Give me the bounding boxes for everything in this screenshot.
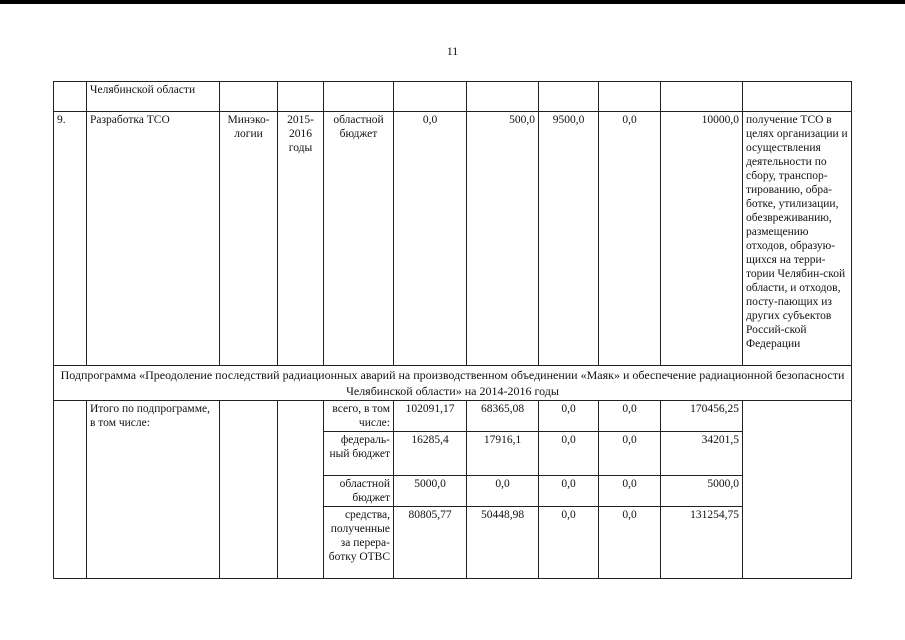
totals-source: всего, в том числе: bbox=[324, 401, 394, 432]
totals-name: Итого по подпрограмме, в том числе: bbox=[87, 401, 220, 579]
totals-row-all bbox=[54, 401, 852, 432]
totals-value-2015: 68365,08 bbox=[467, 401, 539, 432]
totals-value-extra: 0,0 bbox=[599, 476, 661, 507]
row-value-2016: 9500,0 bbox=[539, 112, 599, 366]
totals-value-total: 34201,5 bbox=[661, 432, 743, 476]
row-value-extra: 0,0 bbox=[599, 112, 661, 366]
row-executor: Минэко-логии bbox=[220, 112, 278, 366]
totals-value-2015: 0,0 bbox=[467, 476, 539, 507]
totals-value-total: 131254,75 bbox=[661, 507, 743, 579]
totals-value-total: 170456,25 bbox=[661, 401, 743, 432]
totals-value-2014: 5000,0 bbox=[394, 476, 467, 507]
row-result: получение ТСО в целях организации и осуществления деятельности по сбору, транспор-тированию, обра-ботке, утилизации, обезвреживанию, размещению отходов, образую-щихся на терри-тории Челябин-ской области, и отходов, посту-пающих из других субъектов Россий-ской Федерации bbox=[743, 112, 852, 366]
budget-table bbox=[53, 81, 852, 579]
totals-value-extra: 0,0 bbox=[599, 432, 661, 476]
row-name: Разработка ТСО bbox=[87, 112, 220, 366]
totals-source: средства, полученные за перера-ботку ОТВС bbox=[324, 507, 394, 579]
totals-value-2014: 102091,17 bbox=[394, 401, 467, 432]
totals-value-2014: 16285,4 bbox=[394, 432, 467, 476]
subprogram-row bbox=[54, 366, 852, 401]
row-number: 9. bbox=[54, 112, 87, 366]
totals-value-2016: 0,0 bbox=[539, 432, 599, 476]
totals-value-extra: 0,0 bbox=[599, 401, 661, 432]
row-value-2015: 500,0 bbox=[467, 112, 539, 366]
subprogram-title: Подпрограмма «Преодоление последствий радиационных аварий на производственном объединении «Маяк» и обеспечение радиационной безопасности Челябинской области» на 2014-2016 годы bbox=[54, 366, 852, 401]
row-name-cell: Челябинской области bbox=[87, 82, 220, 112]
totals-value-extra: 0,0 bbox=[599, 507, 661, 579]
row-period: 2015-2016 годы bbox=[278, 112, 324, 366]
totals-source: федераль-ный бюджет bbox=[324, 432, 394, 476]
totals-value-total: 5000,0 bbox=[661, 476, 743, 507]
totals-value-2015: 50448,98 bbox=[467, 507, 539, 579]
totals-value-2016: 0,0 bbox=[539, 476, 599, 507]
table-row-9 bbox=[54, 112, 852, 366]
totals-value-2015: 17916,1 bbox=[467, 432, 539, 476]
totals-source: областной бюджет bbox=[324, 476, 394, 507]
page-number: 11 bbox=[446, 44, 459, 58]
row-source: областной бюджет bbox=[324, 112, 394, 366]
totals-value-2016: 0,0 bbox=[539, 507, 599, 579]
totals-value-2014: 80805,77 bbox=[394, 507, 467, 579]
row-value-2014: 0,0 bbox=[394, 112, 467, 366]
top-border-bar bbox=[0, 0, 905, 4]
totals-value-2016: 0,0 bbox=[539, 401, 599, 432]
table-row-prev bbox=[54, 82, 852, 112]
row-value-total: 10000,0 bbox=[661, 112, 743, 366]
